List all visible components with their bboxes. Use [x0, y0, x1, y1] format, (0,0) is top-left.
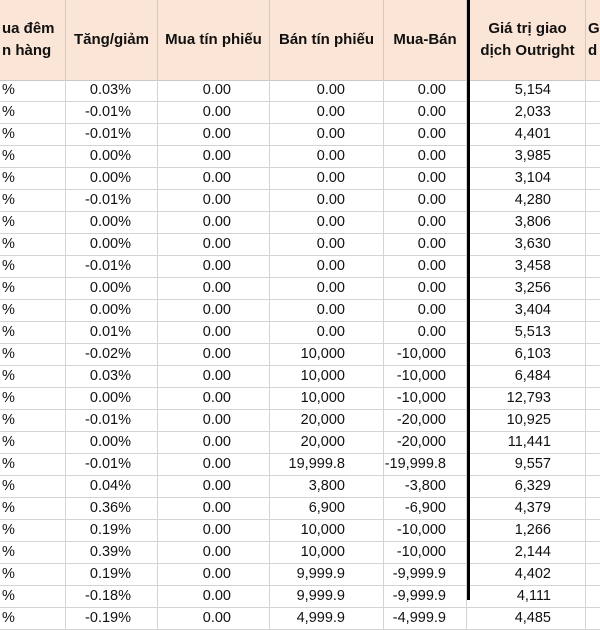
column-divider — [467, 0, 470, 600]
table-row — [0, 476, 600, 498]
col-header-outright-value[interactable]: Giá trị giao dịch Outright — [470, 0, 586, 80]
cell-next[interactable] — [586, 564, 600, 585]
cell-sell-bills[interactable]: 0.00 — [270, 168, 384, 189]
cell-buy-bills[interactable]: 0.00 — [158, 212, 270, 233]
col-header-sell-bills[interactable]: Bán tín phiếu — [270, 0, 384, 80]
cell-outright-value[interactable]: 3,256 — [470, 278, 586, 299]
cell-buy-bills[interactable]: 0.00 — [158, 454, 270, 475]
cell-buy-bills[interactable]: 0.00 — [158, 146, 270, 167]
cell-next[interactable] — [586, 366, 600, 387]
cell-change[interactable]: 0.19% — [66, 520, 158, 541]
cell-outright-value[interactable]: 3,104 — [470, 168, 586, 189]
cell-outright-value[interactable]: 3,806 — [470, 212, 586, 233]
table-row — [0, 234, 600, 256]
cell-outright-value[interactable]: 4,485 — [470, 608, 586, 629]
table-row — [0, 564, 600, 586]
cell-overnight[interactable]: % — [0, 234, 66, 255]
cell-overnight[interactable]: % — [0, 586, 66, 607]
cell-overnight[interactable]: % — [0, 520, 66, 541]
table-row — [0, 432, 600, 454]
table-row — [0, 168, 600, 190]
cell-buy-sell[interactable]: 0.00 — [384, 322, 467, 343]
cell-next[interactable] — [586, 124, 600, 145]
cell-buy-bills[interactable]: 0.00 — [158, 476, 270, 497]
table-row — [0, 520, 600, 542]
cell-buy-sell[interactable]: 0.00 — [384, 80, 467, 101]
cell-change[interactable]: -0.01% — [66, 124, 158, 145]
cell-next[interactable] — [586, 432, 600, 453]
cell-buy-sell[interactable]: 0.00 — [384, 234, 467, 255]
table-row — [0, 80, 600, 102]
cell-outright-value[interactable]: 3,404 — [470, 300, 586, 321]
cell-sell-bills[interactable]: 0.00 — [270, 322, 384, 343]
cell-next[interactable] — [586, 608, 600, 629]
cell-next[interactable] — [586, 256, 600, 277]
cell-next[interactable] — [586, 168, 600, 189]
cell-next[interactable] — [586, 234, 600, 255]
cell-change[interactable]: 0.03% — [66, 80, 158, 101]
cell-next[interactable] — [586, 542, 600, 563]
cell-sell-bills[interactable]: 0.00 — [270, 234, 384, 255]
cell-overnight[interactable]: % — [0, 102, 66, 123]
cell-sell-bills[interactable]: 10,000 — [270, 344, 384, 365]
cell-buy-sell[interactable]: -9,999.9 — [384, 564, 467, 585]
cell-outright-value[interactable]: 3,630 — [470, 234, 586, 255]
cell-change[interactable]: -0.01% — [66, 454, 158, 475]
table-row — [0, 322, 600, 344]
cell-sell-bills[interactable]: 0.00 — [270, 190, 384, 211]
cell-change[interactable]: 0.03% — [66, 366, 158, 387]
cell-change[interactable]: 0.36% — [66, 498, 158, 519]
table-row — [0, 256, 600, 278]
table-row — [0, 388, 600, 410]
cell-buy-sell[interactable]: -10,000 — [384, 366, 467, 387]
cell-sell-bills[interactable]: 0.00 — [270, 278, 384, 299]
cell-overnight[interactable]: % — [0, 190, 66, 211]
cell-sell-bills[interactable]: 6,900 — [270, 498, 384, 519]
cell-change[interactable]: -0.02% — [66, 344, 158, 365]
cell-buy-sell[interactable]: -3,800 — [384, 476, 467, 497]
cell-outright-value[interactable]: 6,484 — [470, 366, 586, 387]
cell-buy-bills[interactable]: 0.00 — [158, 564, 270, 585]
cell-overnight[interactable]: % — [0, 80, 66, 101]
cell-change[interactable]: 0.19% — [66, 564, 158, 585]
cell-outright-value[interactable]: 11,441 — [470, 432, 586, 453]
cell-buy-bills[interactable]: 0.00 — [158, 586, 270, 607]
cell-sell-bills[interactable]: 0.00 — [270, 256, 384, 277]
cell-outright-value[interactable]: 5,513 — [470, 322, 586, 343]
cell-outright-value[interactable]: 3,458 — [470, 256, 586, 277]
cell-buy-bills[interactable]: 0.00 — [158, 498, 270, 519]
cell-overnight[interactable]: % — [0, 256, 66, 277]
cell-sell-bills[interactable]: 10,000 — [270, 366, 384, 387]
cell-change[interactable]: -0.01% — [66, 410, 158, 431]
cell-change[interactable]: -0.19% — [66, 608, 158, 629]
cell-buy-bills[interactable]: 0.00 — [158, 190, 270, 211]
table-row — [0, 212, 600, 234]
cell-outright-value[interactable]: 4,401 — [470, 124, 586, 145]
cell-change[interactable]: 0.00% — [66, 278, 158, 299]
cell-buy-sell[interactable]: -10,000 — [384, 344, 467, 365]
table-row — [0, 102, 600, 124]
cell-buy-bills[interactable]: 0.00 — [158, 80, 270, 101]
table-row — [0, 344, 600, 366]
col-header-buy-bills[interactable]: Mua tín phiếu — [158, 0, 270, 80]
cell-next[interactable] — [586, 498, 600, 519]
table-row — [0, 300, 600, 322]
cell-next[interactable] — [586, 300, 600, 321]
cell-next[interactable] — [586, 586, 600, 607]
cell-buy-sell[interactable]: 0.00 — [384, 300, 467, 321]
col-header-buy-sell[interactable]: Mua-Bán — [384, 0, 467, 80]
cell-outright-value[interactable]: 4,280 — [470, 190, 586, 211]
cell-change[interactable]: 0.00% — [66, 212, 158, 233]
cell-sell-bills[interactable]: 19,999.8 — [270, 454, 384, 475]
cell-change[interactable]: -0.01% — [66, 256, 158, 277]
cell-sell-bills[interactable]: 10,000 — [270, 542, 384, 563]
cell-buy-sell[interactable]: -10,000 — [384, 520, 467, 541]
cell-buy-sell[interactable]: -20,000 — [384, 410, 467, 431]
cell-buy-sell[interactable]: -20,000 — [384, 432, 467, 453]
cell-buy-bills[interactable]: 0.00 — [158, 300, 270, 321]
cell-sell-bills[interactable]: 10,000 — [270, 520, 384, 541]
cell-overnight[interactable]: % — [0, 454, 66, 475]
cell-overnight[interactable]: % — [0, 278, 66, 299]
cell-buy-bills[interactable]: 0.00 — [158, 344, 270, 365]
cell-buy-sell[interactable]: 0.00 — [384, 124, 467, 145]
cell-buy-sell[interactable]: -9,999.9 — [384, 586, 467, 607]
cell-outright-value[interactable]: 12,793 — [470, 388, 586, 409]
table-row — [0, 608, 600, 630]
cell-overnight[interactable]: % — [0, 366, 66, 387]
cell-outright-value[interactable]: 2,033 — [470, 102, 586, 123]
cell-overnight[interactable]: % — [0, 168, 66, 189]
cell-buy-sell[interactable]: -6,900 — [384, 498, 467, 519]
cell-buy-sell[interactable]: 0.00 — [384, 190, 467, 211]
cell-sell-bills[interactable]: 4,999.9 — [270, 608, 384, 629]
cell-overnight[interactable]: % — [0, 542, 66, 563]
cell-sell-bills[interactable]: 20,000 — [270, 432, 384, 453]
cell-next[interactable] — [586, 212, 600, 233]
cell-sell-bills[interactable]: 0.00 — [270, 102, 384, 123]
cell-change[interactable]: 0.00% — [66, 432, 158, 453]
cell-buy-bills[interactable]: 0.00 — [158, 432, 270, 453]
cell-next[interactable] — [586, 388, 600, 409]
cell-outright-value[interactable]: 2,144 — [470, 542, 586, 563]
cell-change[interactable]: -0.01% — [66, 102, 158, 123]
cell-buy-sell[interactable]: 0.00 — [384, 256, 467, 277]
cell-buy-bills[interactable]: 0.00 — [158, 388, 270, 409]
cell-buy-bills[interactable]: 0.00 — [158, 256, 270, 277]
cell-buy-bills[interactable]: 0.00 — [158, 124, 270, 145]
cell-buy-sell[interactable]: -19,999.8 — [384, 454, 467, 475]
cell-sell-bills[interactable]: 3,800 — [270, 476, 384, 497]
cell-change[interactable]: 0.39% — [66, 542, 158, 563]
cell-change[interactable]: -0.18% — [66, 586, 158, 607]
cell-sell-bills[interactable]: 0.00 — [270, 124, 384, 145]
cell-change[interactable]: 0.00% — [66, 300, 158, 321]
cell-overnight[interactable]: % — [0, 322, 66, 343]
cell-buy-sell[interactable]: -10,000 — [384, 542, 467, 563]
col-header-next[interactable]: G d — [588, 20, 600, 59]
col-header-overnight[interactable]: ua đêm n hàng — [0, 0, 66, 80]
cell-buy-bills[interactable]: 0.00 — [158, 234, 270, 255]
cell-buy-bills[interactable]: 0.00 — [158, 278, 270, 299]
cell-overnight[interactable]: % — [0, 476, 66, 497]
cell-outright-value[interactable]: 4,379 — [470, 498, 586, 519]
cell-next[interactable] — [586, 146, 600, 167]
cell-sell-bills[interactable]: 9,999.9 — [270, 586, 384, 607]
cell-buy-sell[interactable]: -4,999.9 — [384, 608, 467, 629]
cell-buy-sell[interactable]: -10,000 — [384, 388, 467, 409]
cell-overnight[interactable]: % — [0, 564, 66, 585]
cell-sell-bills[interactable]: 20,000 — [270, 410, 384, 431]
cell-outright-value[interactable]: 10,925 — [470, 410, 586, 431]
cell-buy-bills[interactable]: 0.00 — [158, 168, 270, 189]
cell-change[interactable]: 0.00% — [66, 168, 158, 189]
cell-overnight[interactable]: % — [0, 300, 66, 321]
cell-buy-bills[interactable]: 0.00 — [158, 102, 270, 123]
cell-overnight[interactable]: % — [0, 608, 66, 629]
cell-outright-value[interactable]: 9,557 — [470, 454, 586, 475]
table-row — [0, 410, 600, 432]
cell-sell-bills[interactable]: 10,000 — [270, 388, 384, 409]
cell-buy-bills[interactable]: 0.00 — [158, 410, 270, 431]
cell-buy-bills[interactable]: 0.00 — [158, 366, 270, 387]
cell-change[interactable]: 0.01% — [66, 322, 158, 343]
cell-next[interactable] — [586, 278, 600, 299]
table-header — [0, 0, 600, 81]
cell-change[interactable]: -0.01% — [66, 190, 158, 211]
cell-sell-bills[interactable]: 9,999.9 — [270, 564, 384, 585]
col-header-change[interactable]: Tăng/giảm — [66, 0, 158, 80]
cell-outright-value[interactable]: 3,985 — [470, 146, 586, 167]
cell-buy-sell[interactable]: 0.00 — [384, 168, 467, 189]
cell-next[interactable] — [586, 102, 600, 123]
cell-buy-bills[interactable]: 0.00 — [158, 520, 270, 541]
cell-change[interactable]: 0.04% — [66, 476, 158, 497]
cell-overnight[interactable]: % — [0, 146, 66, 167]
cell-overnight[interactable]: % — [0, 410, 66, 431]
table-row — [0, 542, 600, 564]
cell-next[interactable] — [586, 190, 600, 211]
cell-buy-sell[interactable]: 0.00 — [384, 146, 467, 167]
cell-change[interactable]: 0.00% — [66, 388, 158, 409]
table-row — [0, 454, 600, 476]
table-row — [0, 190, 600, 212]
cell-overnight[interactable]: % — [0, 432, 66, 453]
cell-outright-value[interactable]: 1,266 — [470, 520, 586, 541]
cell-buy-bills[interactable]: 0.00 — [158, 322, 270, 343]
table-row — [0, 586, 600, 608]
cell-overnight[interactable]: % — [0, 124, 66, 145]
cell-sell-bills[interactable]: 0.00 — [270, 300, 384, 321]
cell-sell-bills[interactable]: 0.00 — [270, 80, 384, 101]
cell-outright-value[interactable]: 5,154 — [470, 80, 586, 101]
cell-buy-bills[interactable]: 0.00 — [158, 608, 270, 629]
cell-next[interactable] — [586, 520, 600, 541]
table-row — [0, 124, 600, 146]
cell-buy-bills[interactable]: 0.00 — [158, 542, 270, 563]
cell-next[interactable] — [586, 80, 600, 101]
cell-next[interactable] — [586, 476, 600, 497]
cell-outright-value[interactable]: 6,103 — [470, 344, 586, 365]
cell-buy-sell[interactable]: 0.00 — [384, 102, 467, 123]
cell-overnight[interactable]: % — [0, 498, 66, 519]
cell-outright-value[interactable]: 6,329 — [470, 476, 586, 497]
cell-overnight[interactable]: % — [0, 344, 66, 365]
cell-buy-sell[interactable]: 0.00 — [384, 212, 467, 233]
cell-sell-bills[interactable]: 0.00 — [270, 146, 384, 167]
cell-next[interactable] — [586, 322, 600, 343]
cell-overnight[interactable]: % — [0, 388, 66, 409]
cell-next[interactable] — [586, 454, 600, 475]
cell-outright-value[interactable]: 4,402 — [470, 564, 586, 585]
cell-change[interactable]: 0.00% — [66, 146, 158, 167]
cell-next[interactable] — [586, 344, 600, 365]
cell-sell-bills[interactable]: 0.00 — [270, 212, 384, 233]
table-row — [0, 278, 600, 300]
table-row — [0, 146, 600, 168]
cell-buy-sell[interactable]: 0.00 — [384, 278, 467, 299]
cell-overnight[interactable]: % — [0, 212, 66, 233]
table-row — [0, 498, 600, 520]
cell-next[interactable] — [586, 410, 600, 431]
table-row — [0, 366, 600, 388]
cell-outright-value[interactable]: 4,111 — [470, 586, 586, 607]
cell-change[interactable]: 0.00% — [66, 234, 158, 255]
